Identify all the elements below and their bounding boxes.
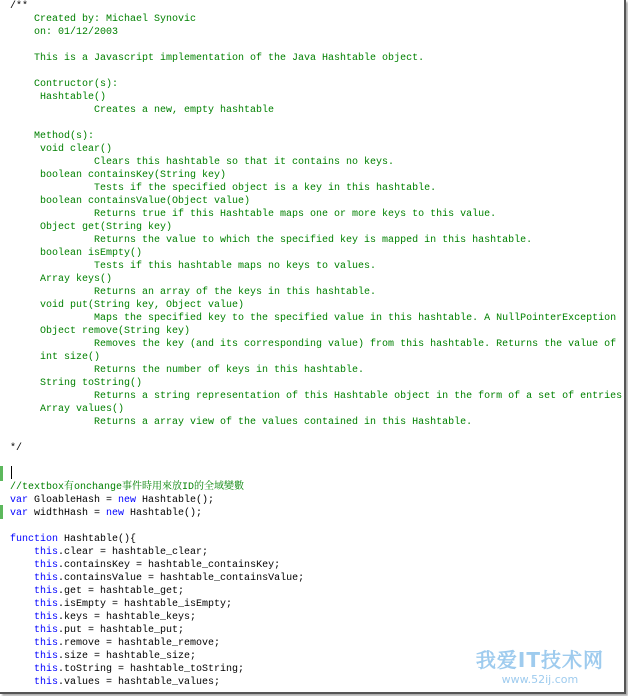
code-line bbox=[10, 442, 622, 455]
code-comment: Array values() bbox=[10, 404, 125, 415]
code-comment: Method(s): bbox=[10, 131, 95, 142]
code-comment: Returns the value to which the specified key is mapped in this hashtable. bbox=[10, 235, 533, 246]
code-text bbox=[10, 612, 34, 623]
code-line bbox=[10, 364, 622, 377]
code-line bbox=[10, 338, 622, 351]
code-text bbox=[10, 586, 34, 597]
code-text: .put = hashtable_put; bbox=[58, 625, 185, 636]
code-keyword: this bbox=[34, 612, 59, 623]
code-line bbox=[10, 169, 622, 182]
code-keyword: this bbox=[34, 560, 59, 571]
code-line bbox=[10, 585, 622, 598]
code-text: .size = hashtable_size; bbox=[58, 651, 197, 662]
code-text: .keys = hashtable_keys; bbox=[58, 612, 197, 623]
code-line bbox=[10, 546, 622, 559]
code-line bbox=[10, 117, 622, 130]
code-comment: Creates a new, empty hashtable bbox=[10, 105, 275, 116]
code-line bbox=[10, 182, 622, 195]
code-text: /** bbox=[10, 1, 29, 12]
code-comment: Created by: Michael Synovic bbox=[10, 14, 197, 25]
code-comment: Returns a array view of the values contained in this Hashtable. bbox=[10, 417, 473, 428]
code-keyword: this bbox=[34, 547, 59, 558]
code-line bbox=[10, 520, 622, 533]
code-comment: Hashtable() bbox=[10, 92, 107, 103]
code-comment: Returns true if this Hashtable maps one or more keys to this value. bbox=[10, 209, 497, 220]
code-comment: Tests if the specified object is a key in this hashtable. bbox=[10, 183, 437, 194]
code-line bbox=[10, 572, 622, 585]
code-comment: Object get(String key) bbox=[10, 222, 173, 233]
code-text bbox=[10, 664, 34, 675]
code-line bbox=[10, 13, 622, 26]
code-comment: This is a Javascript implementation of the Java Hashtable object. bbox=[10, 53, 425, 64]
code-keyword: this bbox=[34, 599, 59, 610]
code-line bbox=[10, 39, 622, 52]
code-text: GloableHash = bbox=[28, 495, 119, 506]
code-line bbox=[10, 533, 622, 546]
code-keyword: new bbox=[106, 508, 125, 519]
code-keyword: this bbox=[34, 638, 59, 649]
code-text: .isEmpty = hashtable_isEmpty; bbox=[58, 599, 233, 610]
code-line bbox=[10, 208, 622, 221]
code-line bbox=[10, 247, 622, 260]
code-line bbox=[10, 468, 622, 481]
code-text: Hashtable(){ bbox=[58, 534, 137, 545]
code-line bbox=[10, 611, 622, 624]
code-line bbox=[10, 65, 622, 78]
code-line bbox=[10, 130, 622, 143]
code-comment: Tests if this hashtable maps no keys to values. bbox=[10, 261, 377, 272]
code-comment: Returns a string representation of this Hashtable object in the form of a set of entries bbox=[10, 391, 623, 402]
code-comment: Maps the specified key to the specified value in this hashtable. A NullPointerException bbox=[10, 313, 617, 324]
code-keyword: this bbox=[34, 651, 59, 662]
code-line bbox=[10, 273, 622, 286]
code-comment: int size() bbox=[10, 352, 101, 363]
code-line bbox=[10, 559, 622, 572]
code-keyword: function bbox=[10, 534, 59, 545]
code-line bbox=[10, 325, 622, 338]
code-text: .remove = hashtable_remove; bbox=[58, 638, 221, 649]
code-comment: Object remove(String key) bbox=[10, 326, 191, 337]
watermark bbox=[476, 644, 604, 686]
code-line bbox=[10, 481, 622, 494]
code-text: .get = hashtable_get; bbox=[58, 586, 185, 597]
code-line bbox=[10, 377, 622, 390]
code-line bbox=[10, 598, 622, 611]
change-marker bbox=[0, 505, 3, 519]
change-marker bbox=[0, 466, 3, 481]
code-line bbox=[10, 104, 622, 117]
code-line bbox=[10, 234, 622, 247]
code-comment: String toString() bbox=[10, 378, 143, 389]
code-line bbox=[10, 260, 622, 273]
code-line bbox=[10, 78, 622, 91]
code-line bbox=[10, 286, 622, 299]
code-comment: Array keys() bbox=[10, 274, 113, 285]
code-keyword: this bbox=[34, 573, 59, 584]
code-text: Hashtable(); bbox=[124, 508, 203, 519]
code-line bbox=[10, 299, 622, 312]
code-comment: Contructor(s): bbox=[10, 79, 119, 90]
code-line bbox=[10, 143, 622, 156]
code-line bbox=[10, 0, 622, 13]
code-text: .toString = hashtable_toString; bbox=[58, 664, 245, 675]
code-comment: Clears this hashtable so that it contains no keys. bbox=[10, 157, 395, 168]
code-comment: Removes the key (and its corresponding value) from this hashtable. Returns the value of bbox=[10, 339, 617, 350]
code-text bbox=[10, 573, 34, 584]
code-line bbox=[10, 91, 622, 104]
code-comment: boolean isEmpty() bbox=[10, 248, 143, 259]
code-comment: //textbox有onchange事件時用來放ID的全域變數 bbox=[10, 482, 245, 493]
code-line bbox=[10, 195, 622, 208]
code-text: .containsValue = hashtable_containsValue; bbox=[58, 573, 305, 584]
code-text bbox=[10, 677, 34, 688]
code-keyword: var bbox=[10, 508, 29, 519]
code-comment: Returns the number of keys in this hashtable. bbox=[10, 365, 365, 376]
code-comment: boolean containsValue(Object value) bbox=[10, 196, 251, 207]
code-text: */ bbox=[10, 443, 23, 454]
code-area[interactable] bbox=[10, 0, 622, 689]
code-line bbox=[10, 416, 622, 429]
code-line bbox=[10, 312, 622, 325]
watermark-title: 我爱IT技术网 bbox=[475, 648, 604, 672]
code-text bbox=[10, 651, 34, 662]
code-text bbox=[10, 560, 34, 571]
code-comment: Returns an array of the keys in this hashtable. bbox=[10, 287, 377, 298]
code-line bbox=[10, 403, 622, 416]
code-keyword: this bbox=[34, 664, 59, 675]
code-text: widthHash = bbox=[28, 508, 107, 519]
code-comment: boolean containsKey(String key) bbox=[10, 170, 227, 181]
code-keyword: this bbox=[34, 677, 59, 688]
code-line bbox=[10, 455, 622, 468]
code-text: .containsKey = hashtable_containsKey; bbox=[58, 560, 281, 571]
code-line bbox=[10, 26, 622, 39]
code-text bbox=[10, 599, 34, 610]
watermark-url: www.52ij.com bbox=[501, 673, 579, 686]
code-text: .clear = hashtable_clear; bbox=[58, 547, 209, 558]
code-keyword: var bbox=[10, 495, 29, 506]
code-text bbox=[10, 547, 34, 558]
code-line bbox=[10, 221, 622, 234]
code-line bbox=[10, 429, 622, 442]
code-comment: void clear() bbox=[10, 144, 113, 155]
code-keyword: new bbox=[118, 495, 137, 506]
code-comment: on: 01/12/2003 bbox=[10, 27, 119, 38]
code-comment: void put(String key, Object value) bbox=[10, 300, 245, 311]
code-text: .values = hashtable_values; bbox=[58, 677, 221, 688]
code-text bbox=[10, 625, 34, 636]
code-keyword: this bbox=[34, 625, 59, 636]
code-keyword: this bbox=[34, 586, 59, 597]
code-line bbox=[10, 156, 622, 169]
code-text: Hashtable(); bbox=[136, 495, 215, 506]
code-line bbox=[10, 494, 622, 507]
code-line bbox=[10, 390, 622, 403]
code-line bbox=[10, 351, 622, 364]
code-line bbox=[10, 52, 622, 65]
code-text bbox=[10, 638, 34, 649]
code-line bbox=[10, 507, 622, 520]
code-line bbox=[10, 624, 622, 637]
